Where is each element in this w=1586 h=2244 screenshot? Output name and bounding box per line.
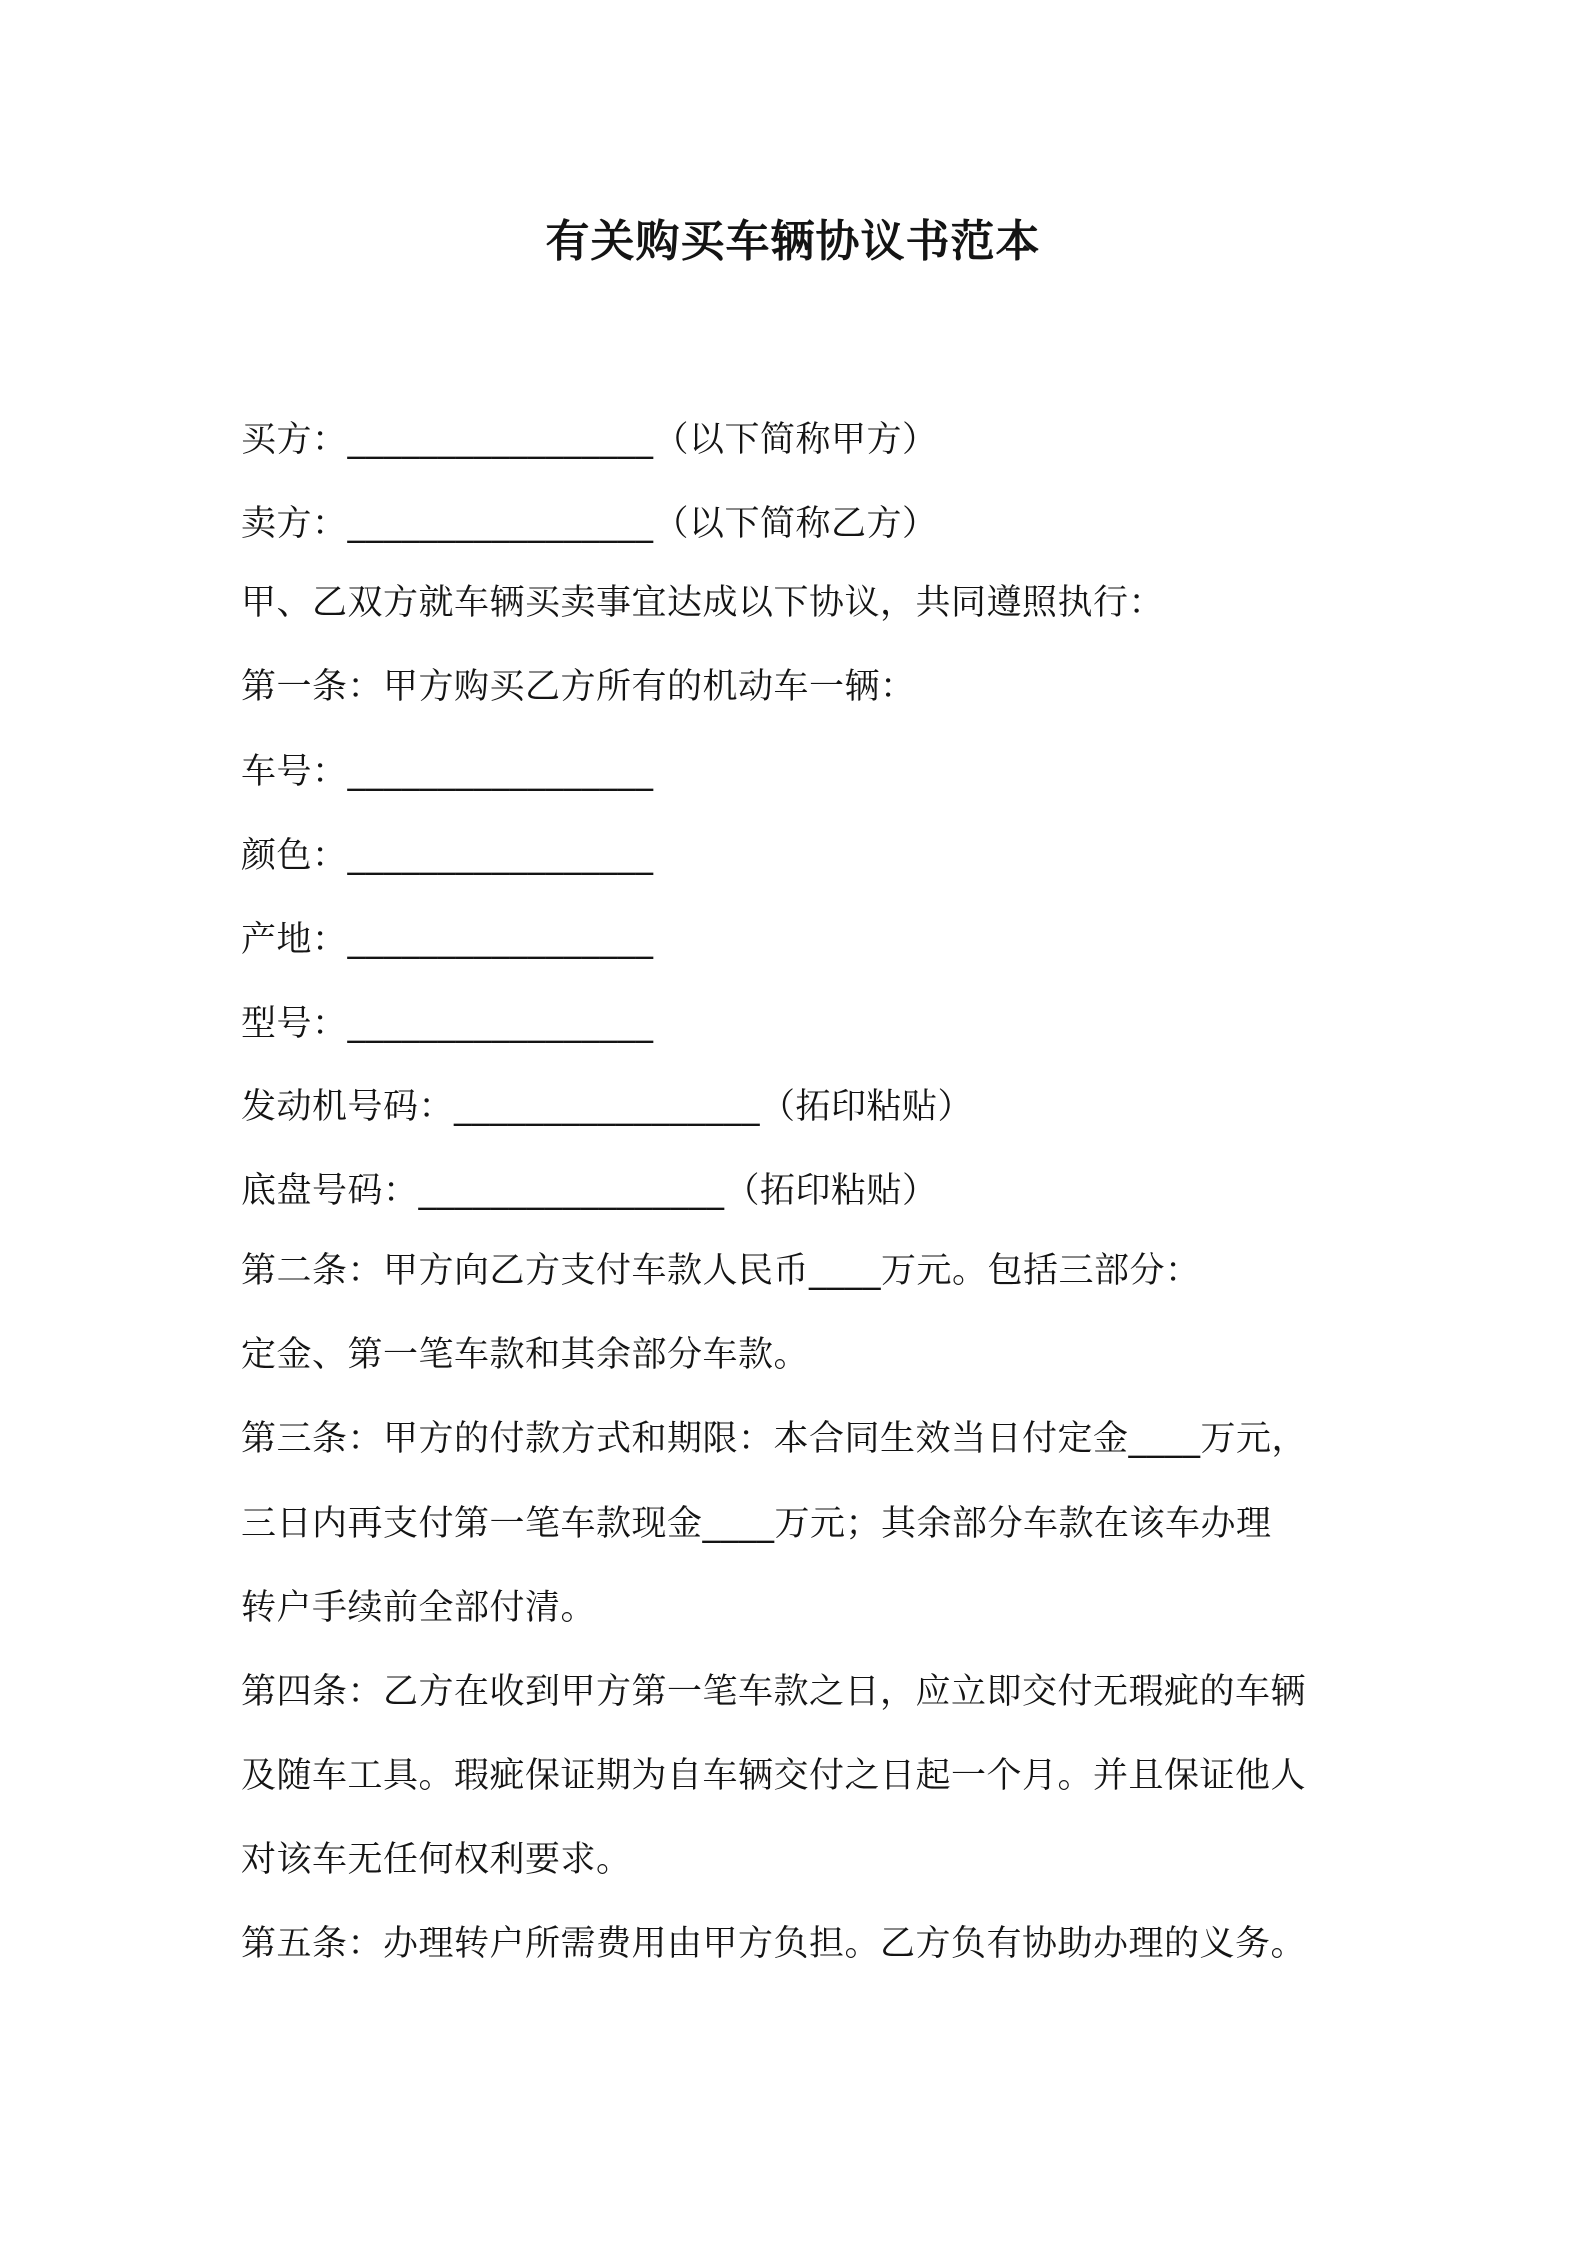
agreement-intro: 甲、乙双方就车辆买卖事宜达成以下协议，共同遵照执行： [241, 583, 1165, 623]
article-2-line-2: 定金、第一笔车款和其余部分车款。 [241, 1335, 810, 1375]
article-4-line-2: 及随车工具。瑕疵保证期为自车辆交付之日起一个月。并且保证他人 [241, 1756, 1307, 1796]
plate-number-line: 车号：_________________ [241, 752, 654, 792]
article-5-line: 第五条：办理转户所需费用由甲方负担。乙方负有协助办理的义务。 [241, 1924, 1307, 1964]
article-1-heading: 第一条：甲方购买乙方所有的机动车一辆： [241, 667, 916, 707]
chassis-number-line: 底盘号码：_________________（拓印粘贴） [241, 1171, 938, 1211]
article-2-line-1: 第二条：甲方向乙方支付车款人民币____万元。包括三部分： [241, 1251, 1201, 1291]
article-4-line-1: 第四条：乙方在收到甲方第一笔车款之日，应立即交付无瑕疵的车辆 [241, 1672, 1307, 1712]
model-line: 型号：_________________ [241, 1004, 654, 1044]
origin-line: 产地：_________________ [241, 920, 654, 960]
color-line: 颜色：_________________ [241, 836, 654, 876]
article-3-line-2: 三日内再支付第一笔车款现金____万元；其余部分车款在该车办理 [241, 1504, 1272, 1544]
seller-line: 卖方：_________________（以下简称乙方） [241, 504, 938, 544]
article-3-line-3: 转户手续前全部付清。 [241, 1588, 597, 1628]
article-3-line-1: 第三条：甲方的付款方式和期限：本合同生效当日付定金____万元， [241, 1419, 1308, 1459]
buyer-line: 买方：_________________（以下简称甲方） [241, 420, 938, 460]
article-4-line-3: 对该车无任何权利要求。 [241, 1840, 632, 1880]
document-title: 有关购买车辆协议书范本 [545, 216, 1041, 267]
engine-number-line: 发动机号码：_________________（拓印粘贴） [241, 1087, 974, 1127]
